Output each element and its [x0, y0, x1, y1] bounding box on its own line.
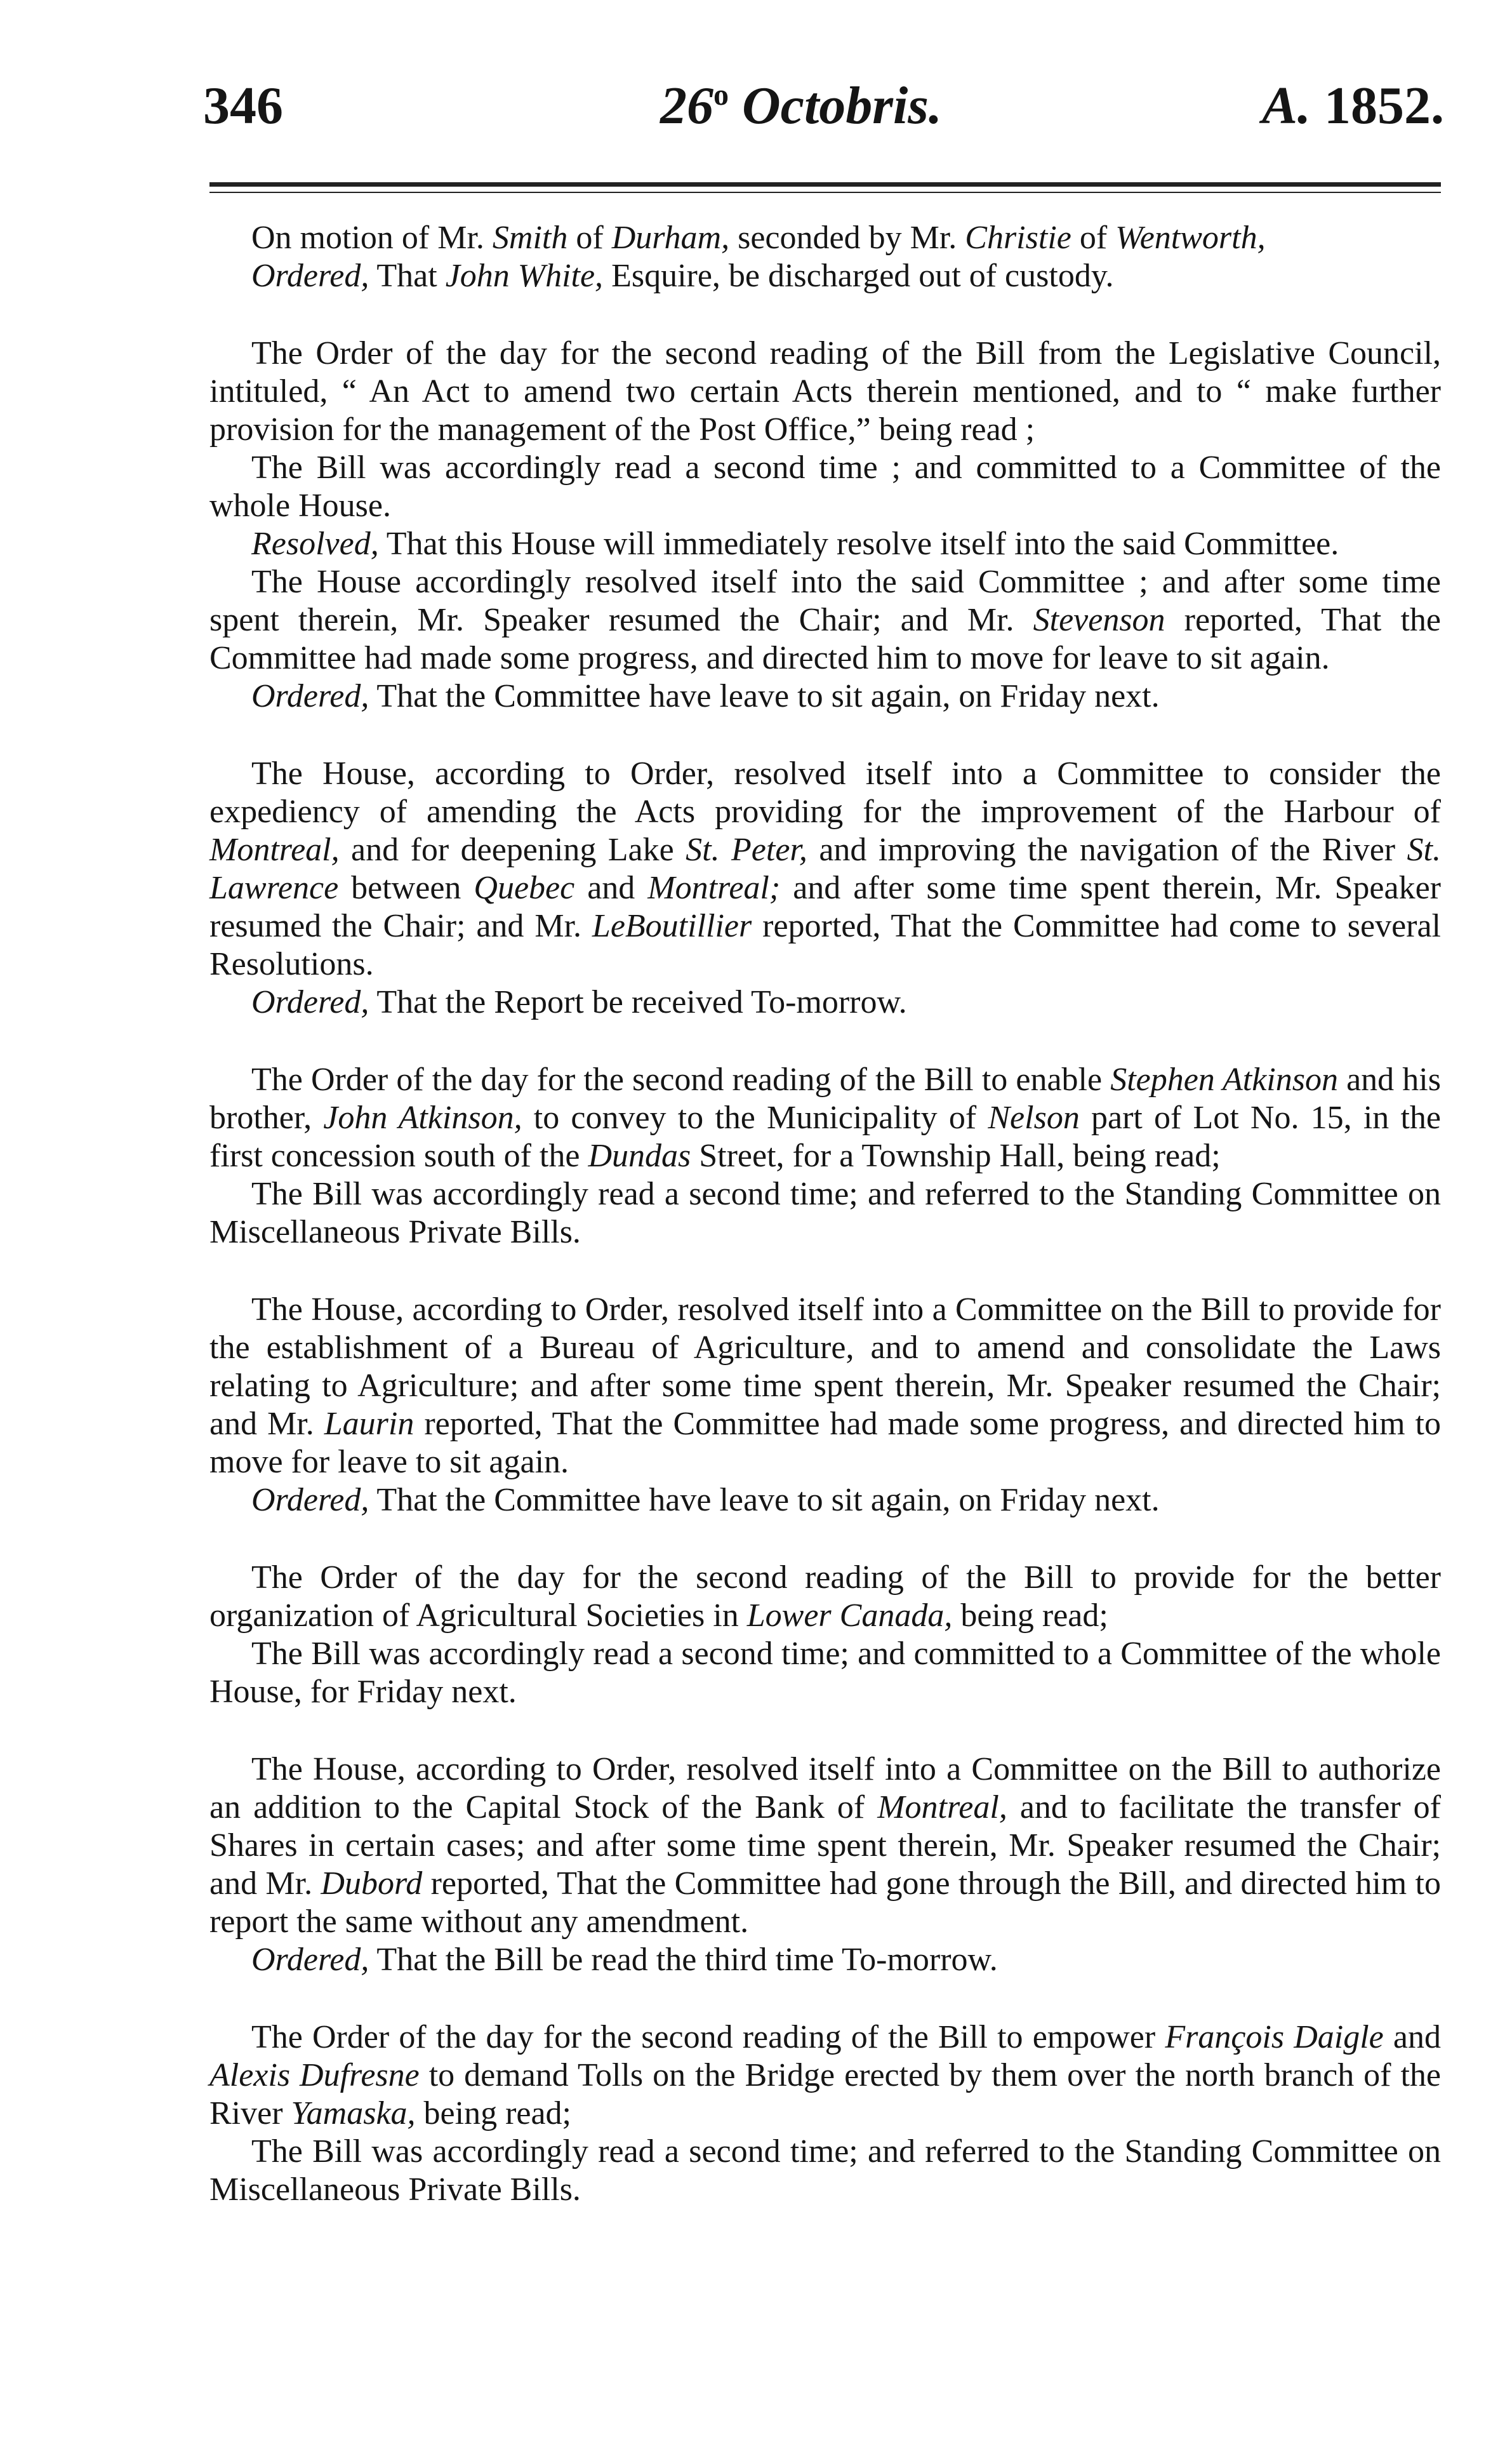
italic-text: Ordered,	[251, 984, 369, 1020]
text-run: On motion of Mr.	[251, 220, 493, 256]
italic-text: Ordered,	[251, 678, 369, 714]
italic-text: LeBoutillier	[592, 908, 752, 944]
italic-text: St. Lawrence	[209, 832, 1441, 906]
text-run: reported, That the Committee had made some progress, and directed him to move for leave to sit again.	[209, 1406, 1442, 1480]
text-run: and for deepening Lake	[339, 832, 686, 868]
entry-paragraph	[209, 2018, 1441, 2133]
italic-text: Dundas	[588, 1138, 691, 1174]
italic-text: St. Peter,	[686, 832, 807, 868]
text-run: of	[1071, 220, 1116, 256]
italic-text: Ordered,	[251, 1482, 369, 1518]
text-run: The Order of the day for the second reading of the Bill to empower	[251, 2019, 1165, 2055]
text-run: and his brother,	[209, 1062, 1441, 1136]
page-number: 346	[203, 76, 283, 135]
date-ordinal: o	[713, 78, 729, 112]
italic-text: Montreal,	[209, 832, 340, 868]
italic-text: Dubord	[321, 1865, 423, 1902]
text-run: reported, That the Committee had come to several Resolutions.	[209, 908, 1441, 982]
entry-paragraph	[209, 1941, 1441, 1979]
entry-block	[209, 219, 1441, 295]
text-run: of	[567, 220, 612, 256]
year-prefix: A.	[1261, 76, 1311, 135]
text-run: and to facilitate the transfer of Shares in certain cases; and after some time spent therein, Mr. Speaker resumed the Chair; and Mr.	[209, 1789, 1441, 1902]
entry-paragraph	[209, 1481, 1441, 1519]
page-header	[203, 75, 1444, 151]
italic-text: Stephen Atkinson	[1110, 1062, 1338, 1098]
text-run: to convey to the Municipality of	[522, 1100, 988, 1136]
text-run: That the Committee have leave to sit again, on Friday next.	[369, 678, 1160, 714]
text-run: That this House will immediately resolve itself into the said Committee.	[378, 526, 1339, 562]
text-run: reported, That the Committee had made some progress, and directed him to move for leave to sit again.	[209, 602, 1441, 676]
italic-text: Nelson	[988, 1100, 1080, 1136]
italic-text: Resolved,	[251, 526, 379, 562]
entry-paragraph	[209, 1291, 1441, 1481]
entry-block	[209, 1559, 1441, 1711]
text-run: That the Bill be read the third time To-morrow.	[369, 1942, 998, 1978]
text-run: That the Committee have leave to sit again, on Friday next.	[369, 1482, 1160, 1518]
text-run: That the Report be received To-morrow.	[369, 984, 907, 1020]
italic-text: Stevenson	[1033, 602, 1165, 638]
entry-paragraph	[209, 1061, 1441, 1175]
text-run: The Bill was accordingly read a second time; and committed to a Committee of the whole House, for Friday next.	[209, 1636, 1441, 1710]
text-run: The House, according to Order, resolved itself into a Committee on the Bill to authorize an addition to the Capital Stock of the Bank of	[209, 1751, 1441, 1825]
text-run: and	[1383, 2019, 1441, 2055]
page-date	[660, 75, 942, 137]
text-run: The Order of the day for the second reading of the Bill to enable	[251, 1062, 1111, 1098]
italic-text: Montreal,	[877, 1789, 1007, 1825]
entry-paragraph	[209, 335, 1441, 449]
text-run: part of Lot No. 15, in the first concession south of the	[209, 1100, 1441, 1174]
text-run: and improving the navigation of the River	[807, 832, 1407, 868]
italic-text: Montreal;	[647, 870, 781, 906]
text-run: to demand Tolls on the Bridge erected by them over the north branch of the River	[209, 2057, 1442, 2131]
text-run: and	[574, 870, 648, 906]
year-value: 1852.	[1324, 76, 1444, 135]
entry-paragraph	[209, 1175, 1441, 1251]
text-run: The House accordingly resolved itself into the said Committee ; and after some time spent therein, Mr. Speaker resumed the Chair; and Mr.	[209, 564, 1441, 638]
text-run: The House, according to Order, resolved itself into a Committee on the Bill to provide for the establishment of a Bureau of Agriculture, and to amend and consolidate the Laws relating to Agriculture; and after some time spent therein, Mr. Speaker resumed the Chair; and Mr.	[209, 1291, 1441, 1442]
italic-text: Durham,	[611, 220, 730, 256]
italic-text: Alexis Dufresne	[209, 2057, 420, 2093]
text-run: The Order of the day for the second reading of the Bill to provide for the better organization of Agricultural Societies in	[209, 1559, 1441, 1634]
journal-body	[209, 219, 1441, 2248]
italic-text: Christie	[965, 220, 1071, 256]
entry-block	[209, 755, 1441, 1022]
italic-text: Ordered,	[251, 258, 369, 294]
italic-text: John White,	[445, 258, 604, 294]
entry-block	[209, 335, 1441, 716]
italic-text: Laurin	[324, 1406, 414, 1442]
text-run: seconded by Mr.	[729, 220, 965, 256]
entry-block	[209, 1751, 1441, 1979]
italic-text: Smith	[492, 220, 568, 256]
page-year	[1262, 75, 1444, 137]
italic-text: François Daigle	[1165, 2019, 1384, 2055]
entry-paragraph	[209, 525, 1441, 563]
text-run: Esquire, be discharged out of custody.	[603, 258, 1114, 294]
entry-paragraph	[209, 677, 1441, 716]
header-rule-thick	[209, 182, 1441, 187]
entry-paragraph	[209, 2133, 1441, 2209]
text-run: and after some time spent therein, Mr. Speaker resumed the Chair; and Mr.	[209, 870, 1441, 944]
text-run: being read;	[415, 2095, 571, 2131]
text-run: Street, for a Township Hall, being read;	[691, 1138, 1221, 1174]
header-rule-thin	[209, 192, 1441, 193]
entry-block	[209, 1061, 1441, 1251]
text-run: being read;	[952, 1597, 1108, 1634]
italic-text: Yamaska,	[291, 2095, 416, 2131]
text-run: The Bill was accordingly read a second time ; and committed to a Committee of the whole House.	[209, 450, 1441, 524]
italic-text: Wentworth,	[1115, 220, 1266, 256]
italic-text: John Atkinson,	[323, 1100, 522, 1136]
text-run: between	[338, 870, 474, 906]
text-run: The Bill was accordingly read a second time; and referred to the Standing Committee on Miscellaneous Private Bills.	[209, 1176, 1441, 1250]
entry-paragraph	[209, 563, 1441, 677]
entry-paragraph	[209, 1635, 1441, 1711]
entry-paragraph	[209, 1751, 1441, 1941]
entry-paragraph	[209, 1559, 1441, 1635]
entry-block	[209, 1291, 1441, 1519]
entry-block	[209, 2018, 1441, 2209]
date-month: Octobris.	[742, 76, 942, 135]
date-day: 26	[660, 76, 713, 135]
text-run: The Order of the day for the second reading of the Bill from the Legislative Council, intituled, “ An Act to amend two certain Acts therein mentioned, and to “ make further provision for the management of the Post Office,” being read ;	[209, 335, 1441, 448]
entry-paragraph	[209, 984, 1441, 1022]
text-run: The House, according to Order, resolved itself into a Committee to consider the expediency of amending the Acts providing for the improvement of the Harbour of	[209, 756, 1441, 830]
entry-paragraph	[209, 449, 1441, 525]
entry-paragraph	[209, 755, 1441, 984]
text-run: The Bill was accordingly read a second time; and referred to the Standing Committee on Miscellaneous Private Bills.	[209, 2133, 1441, 2208]
italic-text: Ordered,	[251, 1942, 369, 1978]
entry-paragraph	[209, 219, 1441, 257]
italic-text: Lower Canada,	[746, 1597, 953, 1634]
italic-text: Quebec	[474, 870, 575, 906]
text-run: reported, That the Committee had gone through the Bill, and directed him to report the same without any amendment.	[209, 1865, 1441, 1940]
entry-paragraph	[209, 257, 1441, 295]
text-run: That	[369, 258, 446, 294]
